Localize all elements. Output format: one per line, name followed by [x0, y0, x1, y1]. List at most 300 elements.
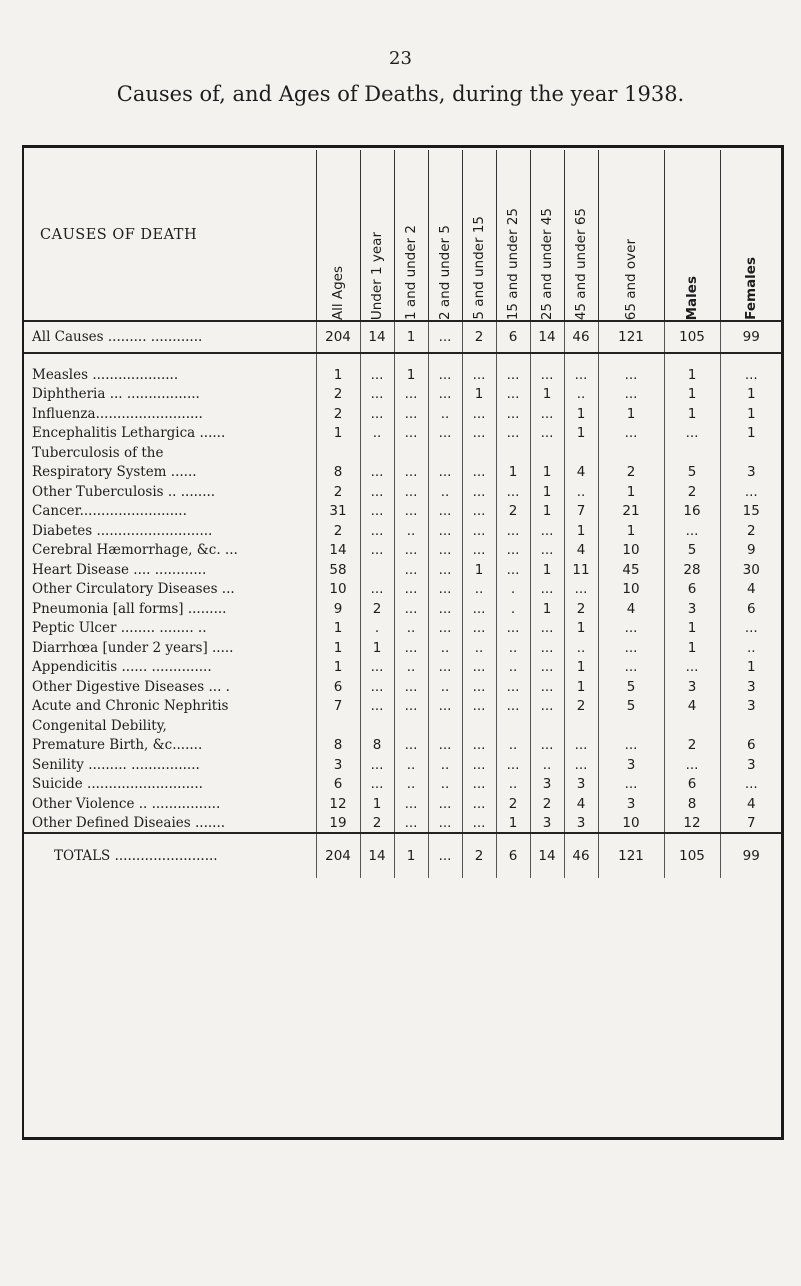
cell: ...	[530, 618, 564, 638]
cause-label: Influenza.........................	[32, 405, 203, 422]
cause-label: Congenital Debility,	[32, 717, 167, 734]
table-row	[24, 501, 782, 521]
cell: 6	[496, 321, 530, 353]
cell: 19	[316, 813, 360, 834]
cell: ..	[496, 637, 530, 657]
cell: 1	[564, 676, 598, 696]
cell: 1	[598, 520, 664, 540]
col-header-females	[720, 150, 782, 321]
cell: ...	[720, 774, 782, 794]
cell: 1	[496, 462, 530, 482]
cell: 10	[316, 579, 360, 599]
cell: 1	[720, 384, 782, 404]
cell: 10	[598, 813, 664, 834]
cell: 1	[720, 403, 782, 423]
cause-label: Heart Disease .... ............	[32, 561, 207, 578]
cell: ...	[564, 364, 598, 384]
cell: 7	[316, 696, 360, 716]
cell: 1	[316, 657, 360, 677]
col-header-males	[664, 150, 720, 321]
cell: ...	[462, 403, 496, 423]
cell: 3	[720, 676, 782, 696]
cell: ...	[598, 637, 664, 657]
cell	[720, 442, 782, 462]
cell	[360, 559, 394, 579]
cell	[598, 715, 664, 735]
cause-label: Other Digestive Diseases ... .	[32, 678, 230, 695]
cell: ...	[394, 813, 428, 834]
cell: ..	[428, 403, 462, 423]
cell: 7	[564, 501, 598, 521]
table-row	[24, 384, 782, 404]
cell: ...	[720, 618, 782, 638]
cell: ...	[496, 403, 530, 423]
table-body	[24, 321, 782, 364]
cell: ...	[496, 618, 530, 638]
cell: 6	[316, 676, 360, 696]
cell: ...	[530, 423, 564, 443]
col-label: 2 and under 5	[437, 225, 453, 320]
cell: ...	[394, 735, 428, 755]
cell: 1	[530, 501, 564, 521]
all-causes-label: All Causes ......... ............	[24, 321, 316, 353]
cell: 1	[316, 618, 360, 638]
cell: ..	[564, 637, 598, 657]
cell: ...	[496, 384, 530, 404]
cell: ...	[664, 754, 720, 774]
cause-label: Diarrhœa [under 2 years] .....	[32, 639, 234, 656]
table-row	[24, 754, 782, 774]
table-row	[24, 462, 782, 482]
cell: ...	[598, 657, 664, 677]
cell: 1	[664, 384, 720, 404]
cell: ...	[360, 579, 394, 599]
cell: ...	[428, 696, 462, 716]
cell: ...	[360, 462, 394, 482]
cell: ...	[462, 481, 496, 501]
table-row	[24, 442, 782, 462]
cell: 2	[462, 833, 496, 878]
cell	[496, 715, 530, 735]
page-title: Causes of, and Ages of Deaths, during the year 1938.	[116, 82, 685, 106]
table-row	[24, 696, 782, 716]
cell: 6	[664, 774, 720, 794]
cell: 1	[360, 637, 394, 657]
cell: 28	[664, 559, 720, 579]
col-header-25-45	[530, 150, 564, 321]
cell: 1	[530, 481, 564, 501]
col-label: All Ages	[330, 265, 346, 320]
col-label: 5 and under 15	[471, 216, 487, 320]
cause-column-header: CAUSES OF DEATH	[40, 227, 198, 243]
cell	[428, 442, 462, 462]
cell: ...	[496, 676, 530, 696]
cell: 1	[462, 559, 496, 579]
cell: ...	[360, 384, 394, 404]
cell: ...	[530, 735, 564, 755]
cause-label: Suicide ...........................	[32, 776, 203, 792]
cell: 99	[720, 833, 782, 878]
cell: ...	[564, 579, 598, 599]
cell: ...	[530, 520, 564, 540]
cell: 14	[316, 540, 360, 560]
cell: ...	[360, 754, 394, 774]
cell: ...	[496, 481, 530, 501]
cell: 10	[598, 540, 664, 560]
table-row	[24, 715, 782, 735]
cell	[664, 715, 720, 735]
cell: 1	[720, 423, 782, 443]
cell: ...	[428, 423, 462, 443]
cell: ...	[428, 384, 462, 404]
cell: 2	[530, 793, 564, 813]
cell: ...	[664, 520, 720, 540]
cell: ...	[428, 833, 462, 878]
cell: 6	[496, 833, 530, 878]
cell: .	[496, 598, 530, 618]
cause-label: Premature Birth, &c.......	[32, 737, 203, 753]
cell: 5	[598, 696, 664, 716]
cell: 3	[598, 793, 664, 813]
cell: 4	[720, 579, 782, 599]
cell: 3	[720, 754, 782, 774]
cell: 1	[598, 403, 664, 423]
cell: 1	[664, 618, 720, 638]
cell: ...	[530, 696, 564, 716]
col-label: 15 and under 25	[505, 207, 521, 320]
cause-label: Other Circulatory Diseases ...	[32, 581, 235, 597]
table-row	[24, 403, 782, 423]
cell: 4	[564, 793, 598, 813]
cell: ...	[428, 540, 462, 560]
cell: 8	[360, 735, 394, 755]
cause-label: Tuberculosis of the	[32, 444, 164, 461]
cell: ...	[428, 598, 462, 618]
cell: 5	[598, 676, 664, 696]
cause-label: Other Defined Diseaies .......	[32, 815, 226, 831]
deaths-table	[24, 150, 782, 878]
cell: ...	[360, 403, 394, 423]
all-causes-row	[24, 321, 782, 353]
cell: ...	[530, 364, 564, 384]
table-row	[24, 559, 782, 579]
cause-label: Other Violence .. ................	[32, 795, 221, 812]
cell: ...	[428, 462, 462, 482]
cell	[598, 442, 664, 462]
cell	[564, 442, 598, 462]
cell: ...	[428, 321, 462, 353]
cell: 1	[360, 793, 394, 813]
cause-rows	[24, 364, 782, 833]
cell: 1	[394, 364, 428, 384]
cell: 4	[598, 598, 664, 618]
cell: 1	[316, 637, 360, 657]
cell: 2	[316, 481, 360, 501]
cell: ..	[462, 579, 496, 599]
cell: ...	[530, 637, 564, 657]
cell	[564, 715, 598, 735]
col-header-1-2	[394, 150, 428, 321]
cell: ...	[530, 540, 564, 560]
cell: ...	[394, 462, 428, 482]
col-header-all-ages	[316, 150, 360, 321]
totals-row	[24, 833, 782, 878]
cell: ...	[720, 364, 782, 384]
cell: 4	[564, 540, 598, 560]
cell: 5	[664, 462, 720, 482]
cell: ...	[428, 793, 462, 813]
cell: ...	[462, 462, 496, 482]
cell: ...	[462, 423, 496, 443]
cell: ...	[360, 676, 394, 696]
cause-label: Measles ....................	[32, 366, 179, 383]
cell: ...	[530, 403, 564, 423]
cell: ...	[720, 481, 782, 501]
col-header-45-65	[564, 150, 598, 321]
cell: ...	[394, 481, 428, 501]
cell: 105	[664, 321, 720, 353]
col-label: 1 and under 2	[403, 225, 419, 320]
cell: 204	[316, 833, 360, 878]
cell: ...	[428, 559, 462, 579]
cell: 3	[664, 676, 720, 696]
cell: ...	[462, 618, 496, 638]
header-row	[24, 150, 782, 321]
cell: ..	[360, 423, 394, 443]
cell: 1	[564, 403, 598, 423]
cell: 31	[316, 501, 360, 521]
cell: ...	[428, 520, 462, 540]
cell: ..	[564, 481, 598, 501]
table-row	[24, 676, 782, 696]
cell: ..	[496, 657, 530, 677]
cell: ...	[428, 618, 462, 638]
cell	[462, 715, 496, 735]
col-label: 45 and under 65	[573, 207, 589, 320]
cell: 1	[720, 657, 782, 677]
cell: 1	[530, 384, 564, 404]
cell: ..	[428, 676, 462, 696]
cell: 105	[664, 833, 720, 878]
cell: ...	[394, 793, 428, 813]
cell: ...	[428, 657, 462, 677]
cell: ...	[394, 384, 428, 404]
cell: 12	[316, 793, 360, 813]
cell: 2	[664, 735, 720, 755]
cell: 14	[360, 321, 394, 353]
table-row	[24, 579, 782, 599]
cause-label: Acute and Chronic Nephritis	[32, 698, 229, 714]
table-row	[24, 657, 782, 677]
cell	[720, 715, 782, 735]
cell: 8	[316, 462, 360, 482]
cell: 121	[598, 321, 664, 353]
cell	[496, 442, 530, 462]
cell: 3	[530, 774, 564, 794]
cell: ...	[496, 364, 530, 384]
cell	[316, 715, 360, 735]
spacer-row	[24, 353, 782, 364]
cell: ...	[394, 540, 428, 560]
cell: 2	[564, 696, 598, 716]
cell: 6	[664, 579, 720, 599]
cell: 2	[564, 598, 598, 618]
cell: 3	[598, 754, 664, 774]
cell	[428, 715, 462, 735]
totals-body	[24, 833, 782, 878]
cell: 12	[664, 813, 720, 834]
cell: ...	[462, 520, 496, 540]
cell: 3	[564, 813, 598, 834]
cell: 2	[720, 520, 782, 540]
cell: ...	[598, 735, 664, 755]
cell: 45	[598, 559, 664, 579]
cause-label: Senility ......... ................	[32, 756, 200, 773]
cell	[394, 442, 428, 462]
cell: 3	[720, 696, 782, 716]
cell: 1	[316, 423, 360, 443]
table-row	[24, 793, 782, 813]
cell: 2	[316, 520, 360, 540]
cell: ..	[720, 637, 782, 657]
cause-label: Diphtheria ... .................	[32, 386, 200, 402]
cell: 8	[664, 793, 720, 813]
cell: 1	[598, 481, 664, 501]
cell: 14	[530, 321, 564, 353]
cell: 1	[664, 637, 720, 657]
cause-label: Peptic Ulcer ........ ........ ..	[32, 620, 207, 636]
col-label: Under 1 year	[369, 231, 385, 320]
cell: 1	[664, 364, 720, 384]
cell: ...	[360, 657, 394, 677]
cell: 46	[564, 321, 598, 353]
page-number: 23	[389, 48, 412, 69]
cause-label: Cancer.........................	[32, 503, 187, 519]
cell: ...	[428, 579, 462, 599]
cell: ...	[394, 598, 428, 618]
table-row	[24, 637, 782, 657]
cell: 1	[564, 657, 598, 677]
cell: ..	[462, 637, 496, 657]
cell	[462, 442, 496, 462]
cell: ...	[462, 793, 496, 813]
cell: ...	[428, 735, 462, 755]
col-header-65-over	[598, 150, 664, 321]
cell: 7	[720, 813, 782, 834]
cell: 2	[664, 481, 720, 501]
cell: 6	[720, 598, 782, 618]
cell: ...	[462, 735, 496, 755]
cell: ...	[530, 657, 564, 677]
cell: 1	[530, 462, 564, 482]
cell: 1	[496, 813, 530, 834]
cell: ...	[664, 657, 720, 677]
cell: ...	[564, 754, 598, 774]
cell: ...	[496, 559, 530, 579]
cell: ...	[394, 637, 428, 657]
cell	[360, 442, 394, 462]
cell: 2	[462, 321, 496, 353]
cell: 6	[316, 774, 360, 794]
cause-label: Encephalitis Lethargica ......	[32, 425, 226, 441]
cell: 14	[360, 833, 394, 878]
cell: ..	[496, 735, 530, 755]
cell: 2	[316, 384, 360, 404]
col-label: Males	[684, 275, 700, 320]
cell: 121	[598, 833, 664, 878]
cause-label: Pneumonia [all forms] .........	[32, 600, 227, 617]
cell: 9	[720, 540, 782, 560]
cell: ...	[462, 754, 496, 774]
table-row	[24, 364, 782, 384]
cell: ...	[462, 598, 496, 618]
table-row	[24, 598, 782, 618]
cell: .	[360, 618, 394, 638]
cell: ...	[394, 676, 428, 696]
cell: ...	[360, 696, 394, 716]
totals-label: TOTALS ........................	[24, 833, 316, 878]
cell	[530, 715, 564, 735]
cell: 4	[564, 462, 598, 482]
cell: ...	[360, 774, 394, 794]
cell: ..	[428, 774, 462, 794]
cell: ...	[462, 657, 496, 677]
cell: ...	[530, 579, 564, 599]
cell: .	[496, 579, 530, 599]
cell: ...	[394, 696, 428, 716]
cell: 2	[360, 598, 394, 618]
cell: ...	[496, 423, 530, 443]
cell: ...	[360, 364, 394, 384]
table-row	[24, 540, 782, 560]
cell: 58	[316, 559, 360, 579]
cell: ..	[428, 481, 462, 501]
col-label: Females	[743, 257, 760, 320]
col-header-5-15	[462, 150, 496, 321]
cell: ...	[394, 559, 428, 579]
cell: 15	[720, 501, 782, 521]
cell: ..	[394, 520, 428, 540]
cell: 1	[394, 321, 428, 353]
cell: ...	[462, 364, 496, 384]
cell: ...	[360, 501, 394, 521]
cell: ..	[394, 618, 428, 638]
cell: ...	[360, 481, 394, 501]
cell: 3	[564, 774, 598, 794]
cell	[394, 715, 428, 735]
cell: 11	[564, 559, 598, 579]
cell: 21	[598, 501, 664, 521]
cell: 2	[316, 403, 360, 423]
cell: ...	[598, 423, 664, 443]
cell: ...	[462, 540, 496, 560]
cell: ..	[564, 384, 598, 404]
cause-label: Appendicitis ...... ..............	[32, 659, 212, 675]
cell: 9	[316, 598, 360, 618]
table-row	[24, 774, 782, 794]
cell: ...	[462, 774, 496, 794]
cell: ...	[428, 364, 462, 384]
cell: ...	[360, 520, 394, 540]
cell: ...	[462, 696, 496, 716]
col-header-2-5	[428, 150, 462, 321]
cell: 1	[564, 520, 598, 540]
cell: ...	[394, 501, 428, 521]
cell: 1	[564, 618, 598, 638]
col-label: 25 and under 45	[539, 207, 555, 320]
cell	[664, 442, 720, 462]
cell: 6	[720, 735, 782, 755]
